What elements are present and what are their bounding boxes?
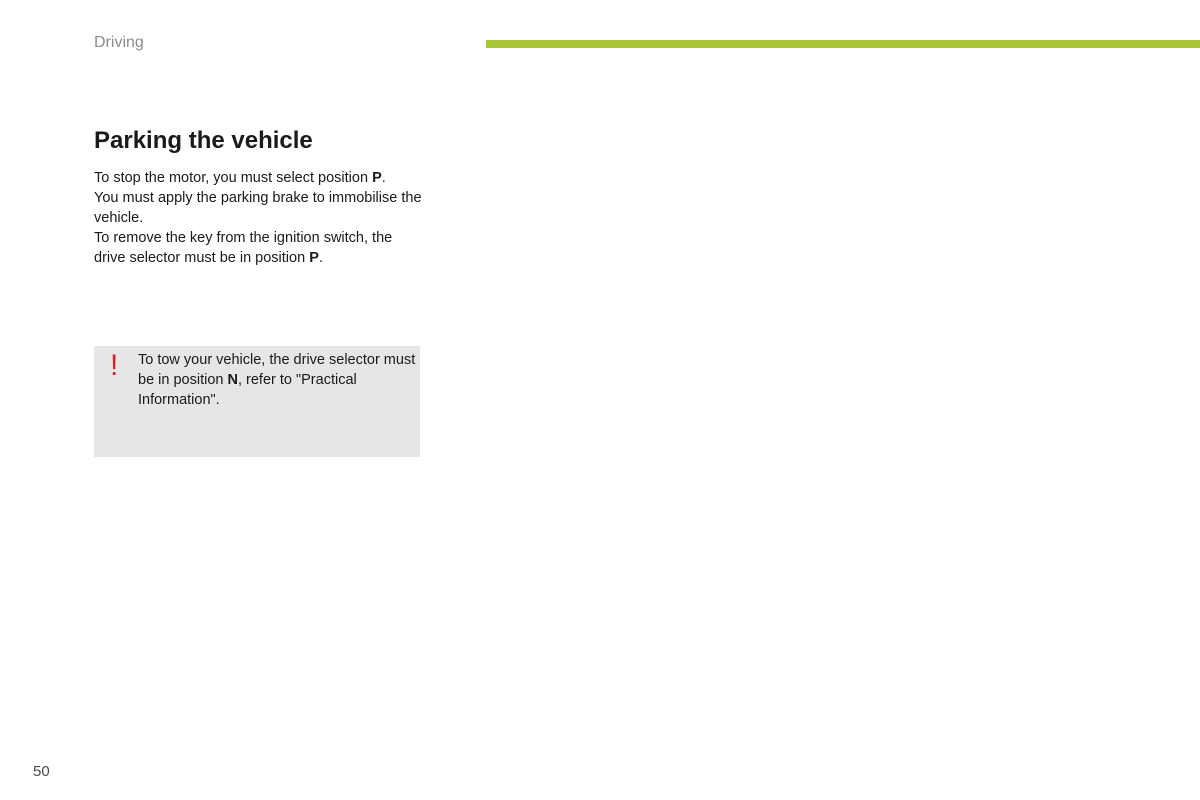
warning-text-part: To tow your vehicle, the drive selector must be in position <box>138 352 416 388</box>
warning-paragraph <box>138 350 418 410</box>
paragraph-parking-brake <box>94 188 424 228</box>
warning-text <box>138 350 418 410</box>
paragraph-text: You must apply the parking brake to immobilise the vehicle. <box>94 190 422 226</box>
paragraph-text: . <box>318 250 323 266</box>
accent-bar <box>486 40 1200 48</box>
paragraph-stop-motor <box>94 168 424 188</box>
section-label: Driving <box>94 34 144 51</box>
paragraph-text: To remove the key from the ignition switch, the drive selector must be in position <box>94 230 393 266</box>
paragraph-text: To stop the motor, you must select position <box>94 170 373 186</box>
exclamation-icon: ! <box>110 349 119 382</box>
position-letter: P <box>372 170 382 186</box>
warning-text-part: , refer to "Practical Information". <box>138 372 357 408</box>
body-text <box>94 168 424 268</box>
paragraph-remove-key <box>94 228 424 268</box>
page-number: 50 <box>33 763 50 780</box>
position-letter: N <box>227 372 238 388</box>
paragraph-text: . <box>381 170 386 186</box>
page-title: Parking the vehicle <box>94 127 313 154</box>
warning-box <box>94 346 420 457</box>
position-letter: P <box>309 250 319 266</box>
